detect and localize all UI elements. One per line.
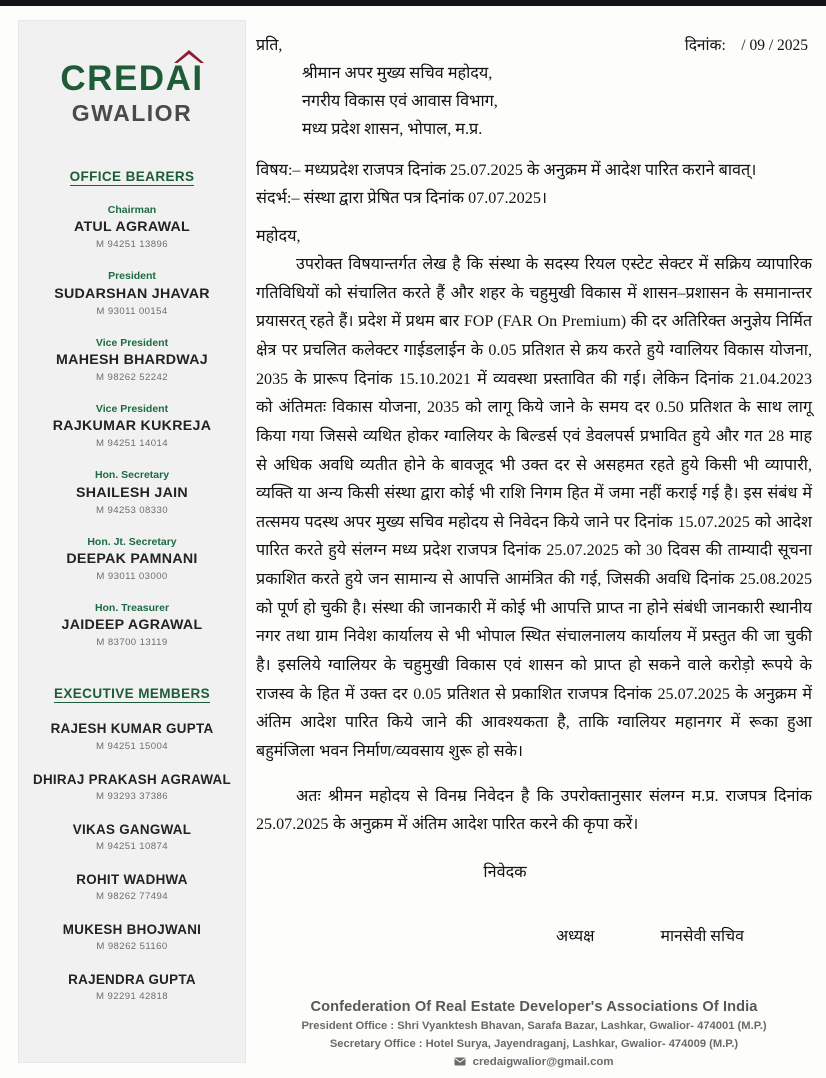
executive-member-item [19,921,245,952]
bearer-name: JAIDEEP AGRAWAL [61,617,203,634]
logo-brand-text: CREDAI [60,61,203,96]
bearer-phone: M 93011 03000 [96,571,168,583]
executive-member-item [19,971,245,1002]
member-phone: M 98262 51160 [96,940,168,952]
addressee-block [302,60,812,144]
member-phone: M 93293 37386 [96,790,168,802]
bearer-phone: M 93011 00154 [96,305,168,317]
bearer-role: Hon. Treasurer [94,602,170,615]
footer-email-row [256,1056,812,1068]
bearer-role: President [108,270,156,283]
member-name: MUKESH BHOJWANI [62,921,202,937]
bearer-role: Hon. Jt. Secretary [87,535,177,548]
bearer-phone: M 94251 13896 [96,239,168,251]
bearer-phone: M 94251 14014 [96,438,168,450]
subject-line: विषय:– मध्यप्रदेश राजपत्र दिनांक 25.07.2025 के अनुक्रम में आदेश पारित कराने बावत्। [256,160,757,179]
bearer-role: Chairman [107,204,157,216]
bearer-name: ATUL AGRAWAL [73,219,191,236]
office-bearer-item [19,203,245,250]
executive-member-item [19,821,245,852]
signature-row [256,924,812,946]
reference-line: संदर्भ:– संस्था द्वारा प्रेषित पत्र दिनांक 07.07.2025। [256,188,548,207]
to-label: प्रति, [256,37,283,54]
bearer-role: Hon. Secretary [94,469,170,482]
member-phone: M 94251 10874 [96,840,168,852]
letter-body [256,20,812,946]
roof-icon [172,48,206,64]
office-bearer-item [19,269,245,316]
bearer-name: SHAILESH JAIN [76,484,188,501]
bearer-phone: M 98262 52242 [96,372,168,384]
member-name: RAJESH KUMAR GUPTA [50,721,214,737]
salutation: महोदय, [256,227,301,246]
letter-footer [256,998,812,1068]
addressee-line: श्रीमान अपर मुख्य सचिव महोदय, [302,64,493,82]
addressee-line: मध्य प्रदेश शासन, भोपाल, म.प्र. [302,119,483,138]
footer-president-office: President Office : Shri Vyanktesh Bhavan, Sarafa Bazar, Lashkar, Gwalior- 474001 (M.P.) [301,1019,767,1032]
bearer-name: MAHESH BHARDWAJ [56,351,208,368]
executive-member-item [19,720,245,751]
office-bearer-item [19,402,245,449]
logo-city-text: GWALIOR [71,100,193,126]
body-paragraph-1: उपरोक्त विषयान्तर्गत लेख है कि संस्था के सदस्य रियल एस्टेट सेक्टर में सक्रिय व्यापारिक गतिविधियों को संचालित करते हैं और शहर के चहुमुखी विकास में शासन–प्रशासन के समानान्तर प्रयासरत् रहते हैं। प्रदेश में प्रथम बार FOP (FAR On Premium) की दर अतिरिक्त अनुज्ञेय निर्मित क्षेत्र पर प्रचलित कलेक्टर गाईडलाईन के 0.05 प्रतिशत से क्रय करते हुये ग्वालियर विकास योजना, 2035 के प्रारूप दिनांक 15.10.2021 में व्यवस्था प्रस्तावित की गई। लेकिन दिनांक 21.04.2023 को अंतिमतः विकास योजना, 2035 को लागू किये जाने के समय दर 0.50 प्रतिशत के साथ लागू किया गया जिससे व्यथित होकर ग्वालियर के बिल्डर्स एवं डेवलपर्स प्रभावित हुये और गत 28 माह से अधिक अवधि व्यतीत होने के बावजूद भी उक्त दर से असहमत रहते हुये किसी भी व्यापारी, व्यक्ति या अन्य किसी संस्था द्वारा कोई भी राशि निगम हित में जमा नहीं कराई गई है। इस संबंध में तत्समय पदस्थ अपर मुख्य सचिव महोदय से निवेदन किये जाने पर दिनांक 15.07.2025 को आदेश पारित करते हुये संलग्न मध्य प्रदेश राजपत्र दिनांक 25.07.2025 को 30 दिवस की ताम्यादी सूचना प्रकाशित करते हुये जन सामान्य से आपत्ति आमंत्रित की गई, जिसकी अवधि दिनांक 25.08.2025 को पूर्ण हो चुकी है। संस्था की जानकारी में कोई भी आपत्ति प्राप्त ना होने संबंधी जानकारी स्थानीय नगर तथा ग्राम निवेश कार्यालय से भी भोपाल स्थित संचालनालय कार्यालय में प्रस्तुत की जा चुकी है। इसलिये ग्वालियर के चहुमुखी विकास एवं शासन को प्राप्त हो सकने वाले करोड़ो रूपये के राजस्व के हित में उक्त दर 0.05 प्रतिशत से प्रकाशित राजपत्र दिनांक 25.07.2025 के अनुक्रम में अंतिम आदेश पारित किये जाने की आवश्यकता है, ताकि ग्वालियर महानगर में रूका हुआ बहुमंजिला भवन निर्माण/व्यवसाय शुरू हो सके। [256,256,812,760]
executive-members-heading: EXECUTIVE MEMBERS [53,686,211,702]
bearer-role: Vice President [95,403,169,416]
office-bearer-item [19,468,245,515]
executive-member-item [19,871,245,902]
bearer-role: Vice President [95,336,169,349]
letter-top-row [256,33,812,55]
office-bearers-section [19,125,245,648]
credai-logo [19,61,245,125]
body-paragraph-2: अतः श्रीमन महोदय से विनम्र निवेदन है कि उपरोक्तानुसार संलग्न म.प्र. राजपत्र दिनांक 25.07.2025 के अनुक्रम में अंतिम आदेश पारित करने की कृपा करें। [256,787,812,834]
member-name: ROHIT WADHWA [76,871,188,887]
executive-members-section [19,648,245,1002]
addressee-line: नगरीय विकास एवं आवास विभाग, [302,91,498,110]
bearer-phone: M 83700 13119 [96,637,168,649]
signature-chairman-label: अध्यक्ष [556,927,595,945]
office-bearer-item [19,535,245,582]
top-dark-band [0,0,826,6]
office-bearer-item [19,336,245,383]
closing-text: निवेदक [483,862,527,881]
executive-member-item [19,771,245,802]
bearer-name: RAJKUMAR KUKREJA [52,418,212,435]
letterhead-sidebar [18,20,246,1063]
member-name: VIKAS GANGWAL [72,821,192,837]
envelope-icon [454,1057,466,1066]
bearer-name: SUDARSHAN JHAVAR [54,285,210,302]
signature-secretary-label: मानसेवी सचिव [660,927,744,945]
office-bearers-heading: OFFICE BEARERS [69,169,195,184]
footer-secretary-office: Secretary Office : Hotel Surya, Jayendraganj, Lashkar, Gwalior- 474009 (M.P.) [329,1037,739,1050]
bearer-name: DEEPAK PAMNANI [66,550,198,567]
member-name: RAJENDRA GUPTA [68,971,196,987]
member-phone: M 94251 15004 [96,740,168,752]
member-name: DHIRAJ PRAKASH AGRAWAL [32,771,232,787]
bearer-phone: M 94253 08330 [96,504,168,516]
office-bearer-item [19,601,245,648]
footer-organisation-title: Confederation Of Real Estate Developer's Associations Of India [310,999,758,1015]
date-field: दिनांक: / 09 / 2025 [684,37,808,54]
member-phone: M 98262 77494 [96,890,168,902]
member-phone: M 92291 42818 [96,990,168,1002]
footer-email-text: credaigwalior@gmail.com [472,1056,614,1068]
